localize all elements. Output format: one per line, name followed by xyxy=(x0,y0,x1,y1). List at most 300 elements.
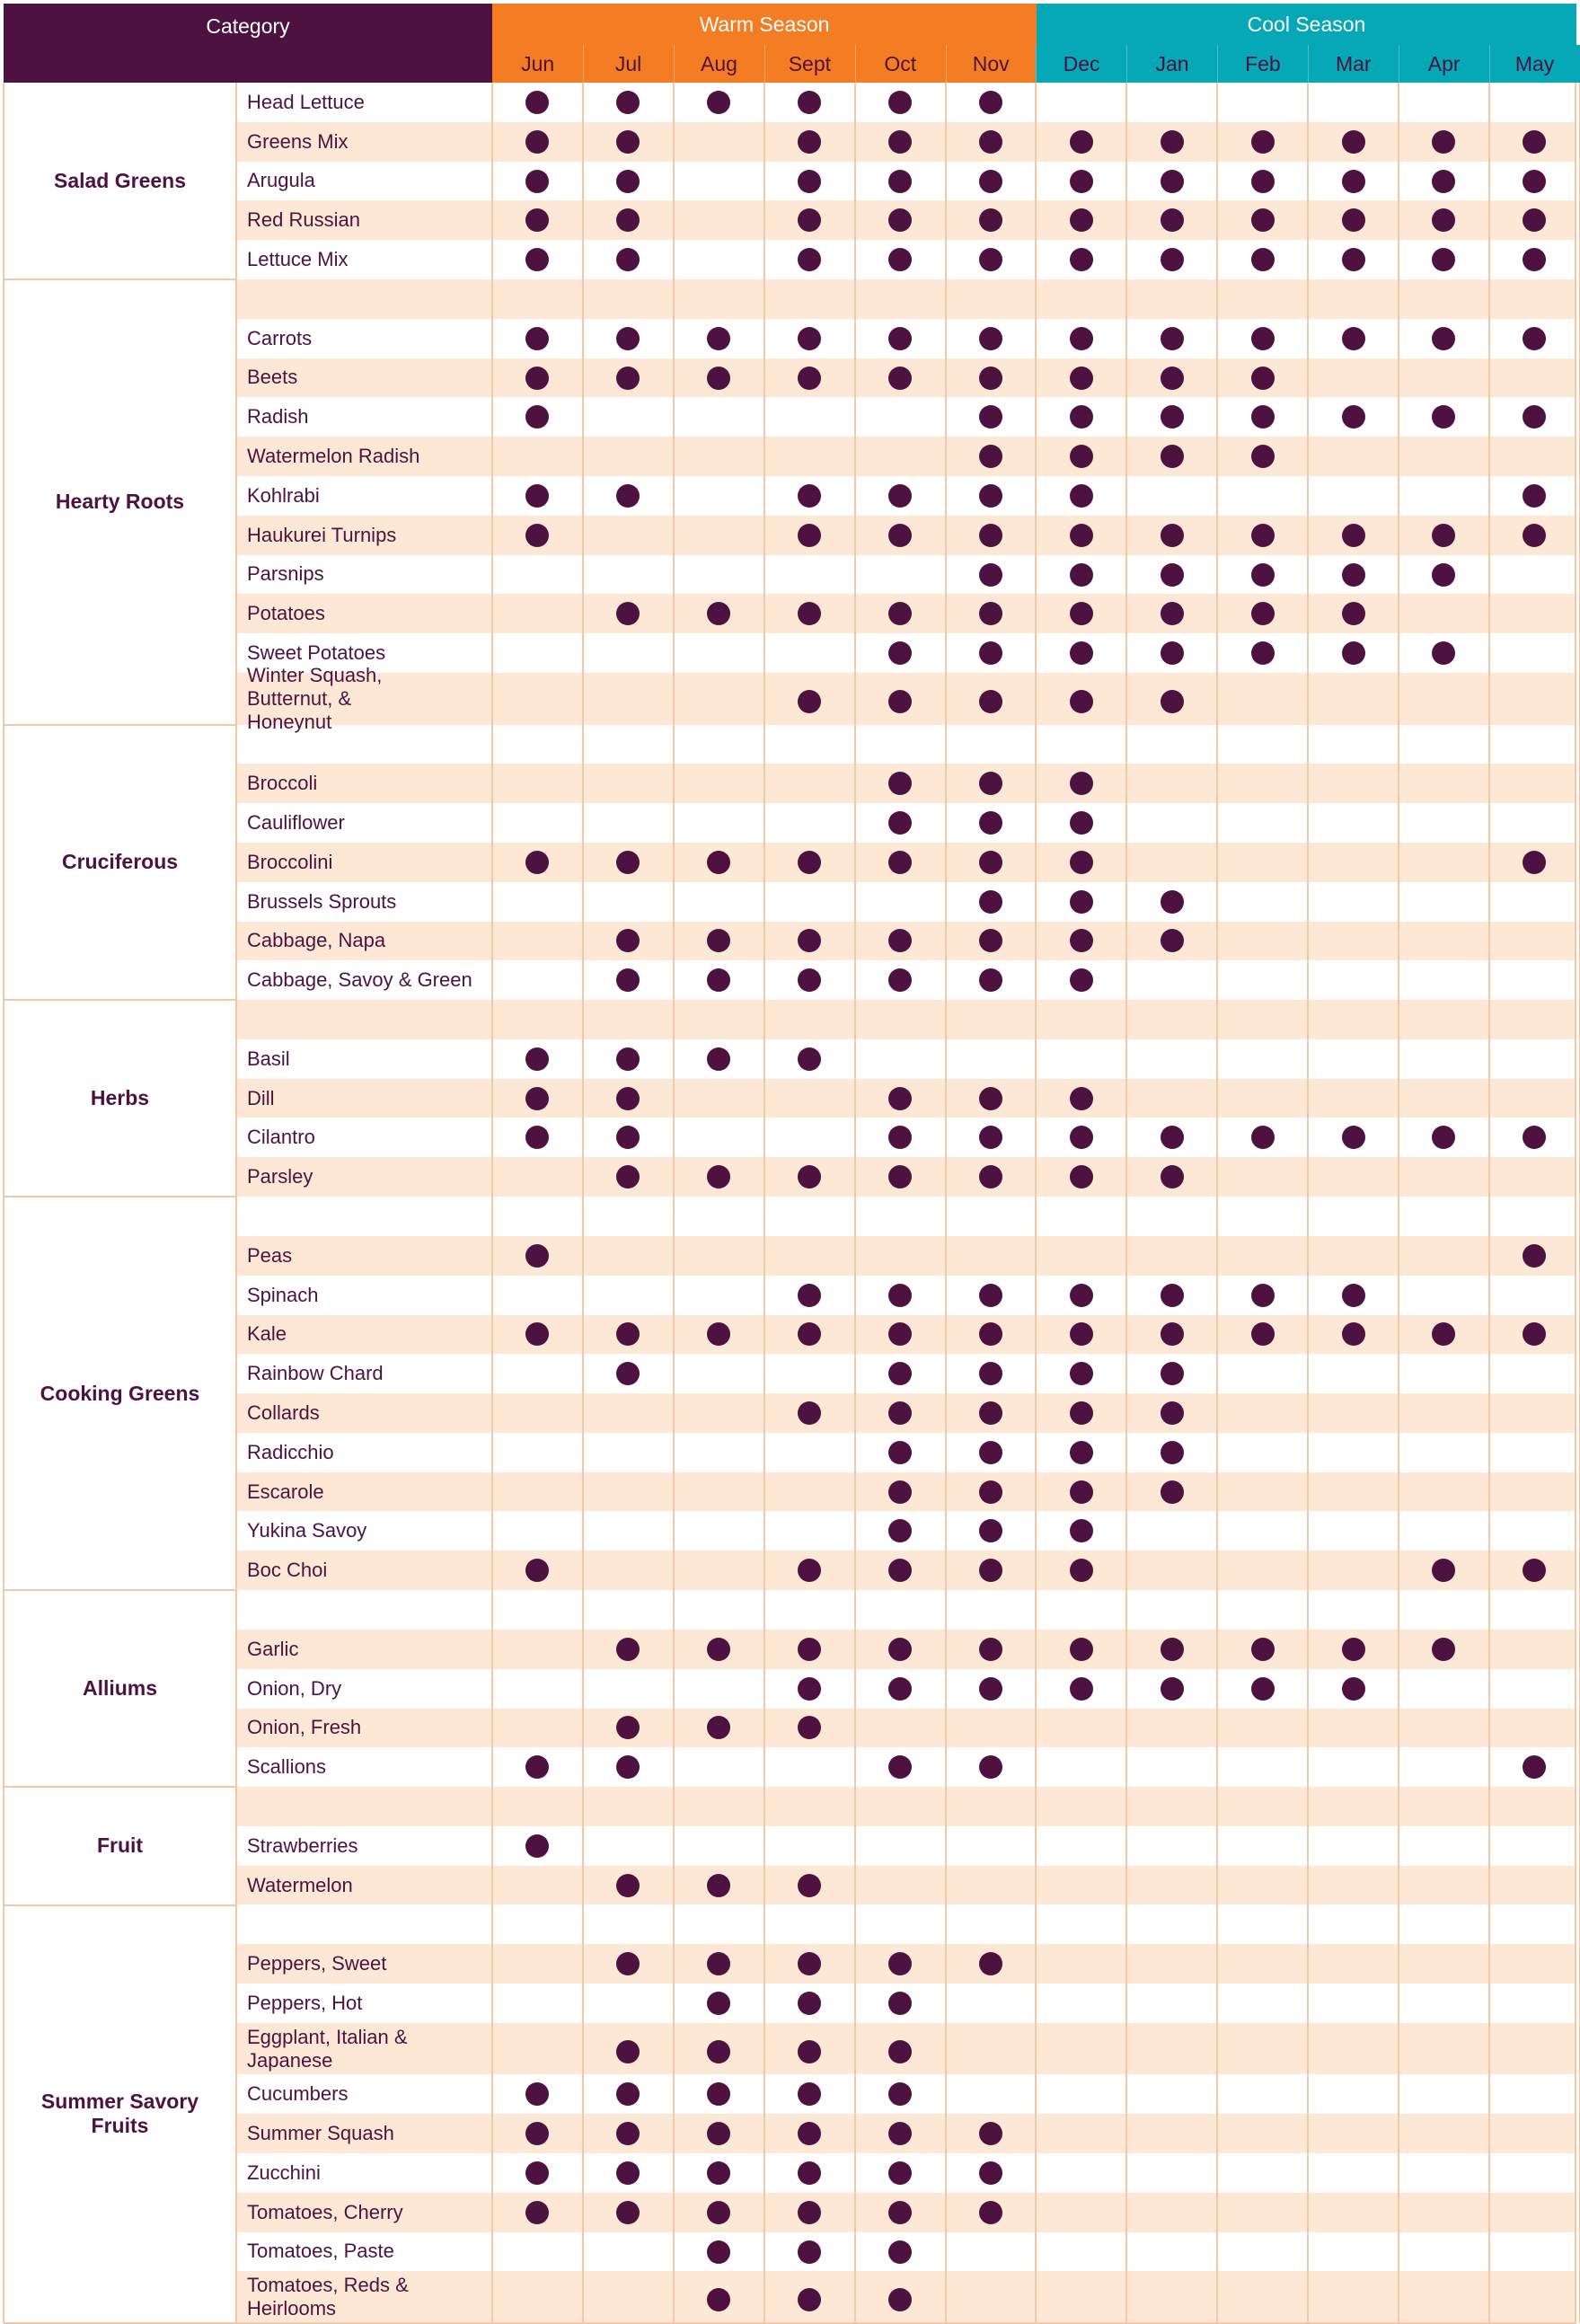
harvest-dot-feb xyxy=(1251,1284,1275,1307)
harvest-dot-may xyxy=(1523,327,1546,350)
item-name: Parsnips xyxy=(247,562,324,586)
harvest-dot-may xyxy=(1523,524,1546,547)
harvest-dot-mar xyxy=(1342,524,1365,547)
harvest-dot-jun xyxy=(525,130,549,154)
harvest-dot-mar xyxy=(1342,1677,1365,1701)
spacer-row xyxy=(236,725,1576,764)
harvest-dot-jan xyxy=(1161,130,1184,154)
harvest-dot-dec xyxy=(1070,563,1093,587)
harvest-dot-jul xyxy=(616,130,640,154)
month-label: Feb xyxy=(1245,51,1281,75)
harvest-dot-sept xyxy=(798,1047,821,1071)
grid-vertical-line xyxy=(491,83,493,2323)
cool-season-header xyxy=(1037,4,1576,45)
harvest-dot-oct xyxy=(888,2161,912,2185)
harvest-dot-aug xyxy=(707,327,730,350)
grid-vertical-line xyxy=(1488,83,1490,2323)
harvest-dot-jun xyxy=(525,524,549,547)
harvest-dot-jan xyxy=(1161,1126,1184,1149)
harvest-dot-jun xyxy=(525,1087,549,1110)
harvest-dot-dec xyxy=(1070,772,1093,795)
harvest-dot-nov xyxy=(979,1755,1002,1779)
harvest-dot-nov xyxy=(979,170,1002,193)
month-header-aug xyxy=(674,45,764,83)
item-name: Dill xyxy=(247,1086,275,1109)
harvest-dot-feb xyxy=(1251,1677,1275,1701)
item-name: Onion, Dry xyxy=(247,1676,342,1700)
item-name: Tomatoes, Cherry xyxy=(247,2200,403,2223)
harvest-dot-oct xyxy=(888,1284,912,1307)
harvest-dot-mar xyxy=(1342,563,1365,587)
grid-right-border xyxy=(1575,83,1576,2323)
harvest-dot-nov xyxy=(979,1165,1002,1189)
harvest-dot-nov xyxy=(979,1362,1002,1385)
harvest-dot-oct xyxy=(888,91,912,114)
harvest-dot-jan xyxy=(1161,524,1184,547)
harvest-dot-oct xyxy=(888,1992,912,2015)
harvest-dot-jan xyxy=(1161,563,1184,587)
harvest-dot-mar xyxy=(1342,405,1365,429)
month-header-divider xyxy=(764,45,765,83)
item-name: Peas xyxy=(247,1243,293,1267)
harvest-dot-mar xyxy=(1342,1322,1365,1346)
item-name: Radish xyxy=(247,405,309,429)
harvest-dot-nov xyxy=(979,2122,1002,2145)
category-header xyxy=(4,4,492,83)
harvest-dot-feb xyxy=(1251,248,1275,271)
grid-vertical-line xyxy=(1216,83,1218,2323)
spacer-row xyxy=(236,1787,1576,1826)
harvest-dot-oct xyxy=(888,2288,912,2311)
harvest-dot-jul xyxy=(616,2040,640,2063)
spacer-row xyxy=(236,279,1576,319)
harvest-dot-aug xyxy=(707,851,730,874)
harvest-dot-feb xyxy=(1251,405,1275,429)
month-header-may xyxy=(1489,45,1580,83)
item-name: Yukina Savoy xyxy=(247,1519,367,1542)
harvest-dot-oct xyxy=(888,524,912,547)
month-label: Jul xyxy=(614,51,642,75)
harvest-dot-jun xyxy=(525,2201,549,2224)
month-label: Oct xyxy=(884,51,917,75)
harvest-dot-dec xyxy=(1070,641,1093,665)
month-label: May xyxy=(1514,51,1555,75)
item-name: Arugula xyxy=(247,169,315,192)
harvest-dot-dec xyxy=(1070,1441,1093,1464)
item-name: Zucchini xyxy=(247,2161,321,2184)
item-name: Radicchio xyxy=(247,1440,334,1463)
harvest-dot-feb xyxy=(1251,524,1275,547)
month-header-jun xyxy=(492,45,583,83)
month-header-divider xyxy=(1126,45,1127,83)
grid-vertical-line xyxy=(1035,83,1037,2323)
harvest-dot-jan xyxy=(1161,929,1184,952)
harvest-dot-nov xyxy=(979,524,1002,547)
harvest-dot-feb xyxy=(1251,602,1275,625)
harvest-dot-dec xyxy=(1070,367,1093,390)
harvest-dot-sept xyxy=(798,1677,821,1701)
harvest-dot-jan xyxy=(1161,1480,1184,1504)
item-name: Brussels Sprouts xyxy=(247,889,397,913)
month-header-apr xyxy=(1399,45,1489,83)
grid-vertical-line xyxy=(582,83,584,2323)
warm-season-header xyxy=(492,4,1037,45)
harvest-dot-jan xyxy=(1161,327,1184,350)
harvest-dot-jul xyxy=(616,367,640,390)
month-header-dec xyxy=(1036,45,1126,83)
harvest-dot-dec xyxy=(1070,130,1093,154)
harvest-dot-nov xyxy=(979,1952,1002,1975)
harvest-dot-oct xyxy=(888,1087,912,1110)
harvest-dot-jul xyxy=(616,851,640,874)
harvest-dot-sept xyxy=(798,2040,821,2063)
harvest-dot-feb xyxy=(1251,445,1275,468)
item-name: Broccoli xyxy=(247,772,318,795)
harvest-dot-nov xyxy=(979,327,1002,350)
category-alliums: Alliums xyxy=(82,1676,158,1701)
harvest-dot-sept xyxy=(798,367,821,390)
harvest-dot-nov xyxy=(979,248,1002,271)
harvest-dot-apr xyxy=(1432,327,1455,350)
harvest-dot-jan xyxy=(1161,1322,1184,1346)
harvest-dot-oct xyxy=(888,641,912,665)
harvest-dot-dec xyxy=(1070,1677,1093,1701)
harvest-dot-dec xyxy=(1070,851,1093,874)
harvest-dot-oct xyxy=(888,367,912,390)
harvest-dot-sept xyxy=(798,1874,821,1897)
harvest-dot-sept xyxy=(798,130,821,154)
harvest-dot-nov xyxy=(979,91,1002,114)
month-header-divider xyxy=(583,45,584,83)
harvest-dot-sept xyxy=(798,2240,821,2264)
category-header-label: Category xyxy=(206,14,290,38)
harvest-dot-nov xyxy=(979,968,1002,992)
harvest-dot-sept xyxy=(798,484,821,508)
harvest-dot-aug xyxy=(707,2240,730,2264)
month-label: Aug xyxy=(701,51,737,75)
category-cooking-greens: Cooking Greens xyxy=(40,1381,200,1405)
month-header-jul xyxy=(583,45,674,83)
harvest-dot-feb xyxy=(1251,563,1275,587)
item-name: Peppers, Hot xyxy=(247,1991,363,2014)
item-name: Red Russian xyxy=(247,208,360,232)
category-salad-greens: Salad Greens xyxy=(53,169,187,192)
item-name: Eggplant, Italian & Japanese xyxy=(247,2025,408,2072)
harvest-dot-feb xyxy=(1251,367,1275,390)
month-label: Sept xyxy=(788,51,832,75)
harvest-dot-may xyxy=(1523,1244,1546,1268)
harvest-dot-sept xyxy=(798,1992,821,2015)
harvest-dot-nov xyxy=(979,772,1002,795)
harvest-dot-nov xyxy=(979,641,1002,665)
cool-season-label: Cool Season xyxy=(1247,12,1366,36)
item-name: Scallions xyxy=(247,1755,327,1779)
harvest-dot-jan xyxy=(1161,1165,1184,1189)
spacer-row xyxy=(236,1000,1576,1039)
harvest-dot-aug xyxy=(707,1047,730,1071)
item-name: Kale xyxy=(247,1322,287,1346)
harvest-dot-mar xyxy=(1342,1126,1365,1149)
harvest-dot-nov xyxy=(979,890,1002,914)
item-name: Beets xyxy=(247,366,298,389)
harvest-dot-may xyxy=(1523,851,1546,874)
harvest-dot-jan xyxy=(1161,170,1184,193)
harvest-dot-apr xyxy=(1432,170,1455,193)
harvest-dot-feb xyxy=(1251,1638,1275,1661)
harvest-dot-nov xyxy=(979,2161,1002,2185)
harvest-dot-oct xyxy=(888,2040,912,2063)
harvest-dot-feb xyxy=(1251,641,1275,665)
item-name: Cabbage, Napa xyxy=(247,929,386,952)
grid-vertical-line xyxy=(1398,83,1399,2323)
harvest-dot-dec xyxy=(1070,690,1093,713)
harvest-dot-nov xyxy=(979,1284,1002,1307)
harvest-dot-sept xyxy=(798,690,821,713)
harvest-dot-dec xyxy=(1070,1638,1093,1661)
harvest-dot-nov xyxy=(979,811,1002,835)
harvest-dot-dec xyxy=(1070,327,1093,350)
harvest-dot-dec xyxy=(1070,1284,1093,1307)
item-name: Parsley xyxy=(247,1165,313,1189)
harvest-dot-jun xyxy=(525,367,549,390)
harvest-dot-nov xyxy=(979,851,1002,874)
item-name: Lettuce Mix xyxy=(247,248,349,271)
harvest-dot-sept xyxy=(798,1638,821,1661)
month-header-divider xyxy=(946,45,947,83)
harvest-dot-jan xyxy=(1161,890,1184,914)
item-name: Sweet Potatoes xyxy=(247,641,386,665)
harvest-dot-dec xyxy=(1070,524,1093,547)
harvest-dot-feb xyxy=(1251,327,1275,350)
harvest-dot-sept xyxy=(798,2201,821,2224)
harvest-dot-aug xyxy=(707,2201,730,2224)
grid-vertical-line xyxy=(3,83,4,2323)
harvest-dot-jan xyxy=(1161,248,1184,271)
harvest-dot-nov xyxy=(979,1087,1002,1110)
month-header-oct xyxy=(855,45,946,83)
harvest-dot-nov xyxy=(979,563,1002,587)
month-label: Apr xyxy=(1427,51,1461,75)
month-header-mar xyxy=(1308,45,1399,83)
month-label: Jan xyxy=(1155,51,1189,75)
harvest-dot-oct xyxy=(888,690,912,713)
harvest-dot-nov xyxy=(979,484,1002,508)
harvest-dot-oct xyxy=(888,327,912,350)
harvest-dot-nov xyxy=(979,690,1002,713)
item-name: Peppers, Sweet xyxy=(247,1952,387,1975)
harvest-dot-nov xyxy=(979,1401,1002,1425)
item-name: Kohlrabi xyxy=(247,483,320,507)
harvest-dot-jul xyxy=(616,1874,640,1897)
harvest-dot-jan xyxy=(1161,690,1184,713)
harvest-dot-nov xyxy=(979,1480,1002,1504)
harvest-dot-mar xyxy=(1342,641,1365,665)
harvest-dot-dec xyxy=(1070,602,1093,625)
month-label: Nov xyxy=(972,51,1010,75)
item-name: Cabbage, Savoy & Green xyxy=(247,968,472,992)
harvest-dot-jan xyxy=(1161,1401,1184,1425)
harvest-dot-apr xyxy=(1432,524,1455,547)
harvest-dot-jan xyxy=(1161,367,1184,390)
harvest-dot-jun xyxy=(525,170,549,193)
harvest-dot-sept xyxy=(798,524,821,547)
harvest-dot-nov xyxy=(979,367,1002,390)
item-name: Greens Mix xyxy=(247,129,349,153)
item-name: Watermelon xyxy=(247,1873,353,1896)
harvest-dot-nov xyxy=(979,1677,1002,1701)
month-label: Dec xyxy=(1063,51,1100,75)
item-name: Boc Choi xyxy=(247,1559,328,1582)
month-header-divider xyxy=(1217,45,1218,83)
harvest-dot-jan xyxy=(1161,1284,1184,1307)
month-label: Mar xyxy=(1335,51,1372,75)
harvest-dot-nov xyxy=(979,2201,1002,2224)
harvest-dot-mar xyxy=(1342,602,1365,625)
harvest-dot-oct xyxy=(888,811,912,835)
harvest-dot-dec xyxy=(1070,1165,1093,1189)
harvest-dot-nov xyxy=(979,1638,1002,1661)
category-cruciferous: Cruciferous xyxy=(61,850,179,874)
harvest-dot-sept xyxy=(798,1401,821,1425)
harvest-dot-dec xyxy=(1070,890,1093,914)
harvest-dot-aug xyxy=(707,91,730,114)
harvest-dot-dec xyxy=(1070,170,1093,193)
harvest-dot-oct xyxy=(888,1677,912,1701)
item-name: Garlic xyxy=(247,1637,299,1660)
harvest-dot-oct xyxy=(888,484,912,508)
harvest-dot-jan xyxy=(1161,445,1184,468)
harvest-dot-dec xyxy=(1070,445,1093,468)
harvest-dot-aug xyxy=(707,367,730,390)
item-name: Head Lettuce xyxy=(247,90,365,113)
harvest-dot-oct xyxy=(888,1480,912,1504)
harvest-dot-nov xyxy=(979,1559,1002,1582)
harvest-dot-dec xyxy=(1070,405,1093,429)
harvest-dot-aug xyxy=(707,2040,730,2063)
harvest-dot-mar xyxy=(1342,248,1365,271)
harvest-dot-jan xyxy=(1161,1638,1184,1661)
grid-vertical-line xyxy=(854,83,856,2323)
warm-season-label: Warm Season xyxy=(699,12,830,36)
harvest-dot-dec xyxy=(1070,1087,1093,1110)
harvest-dot-oct xyxy=(888,130,912,154)
item-name: Broccolini xyxy=(247,850,333,873)
harvest-dot-jan xyxy=(1161,1362,1184,1385)
harvest-dot-jan xyxy=(1161,1677,1184,1701)
item-name: Spinach xyxy=(247,1283,319,1306)
harvest-dot-jan xyxy=(1161,602,1184,625)
category-hearty-roots: Hearty Roots xyxy=(55,490,185,514)
spacer-row xyxy=(236,1197,1576,1236)
month-header-divider xyxy=(1308,45,1309,83)
harvest-dot-nov xyxy=(979,130,1002,154)
category-herbs: Herbs xyxy=(90,1086,150,1110)
harvest-dot-sept xyxy=(798,170,821,193)
item-name: Cilantro xyxy=(247,1126,315,1149)
harvest-dot-dec xyxy=(1070,484,1093,508)
harvest-dot-mar xyxy=(1342,1284,1365,1307)
month-header-divider xyxy=(855,45,856,83)
harvest-dot-dec xyxy=(1070,811,1093,835)
harvest-dot-apr xyxy=(1432,130,1455,154)
harvest-dot-oct xyxy=(888,2201,912,2224)
item-name: Tomatoes, Paste xyxy=(247,2240,394,2263)
harvest-dot-mar xyxy=(1342,130,1365,154)
grid-vertical-line xyxy=(945,83,947,2323)
month-label: Jun xyxy=(521,51,555,75)
grid-vertical-line xyxy=(1307,83,1309,2323)
harvest-dot-oct xyxy=(888,2240,912,2264)
harvest-dot-aug xyxy=(707,1874,730,1897)
harvest-dot-sept xyxy=(798,1284,821,1307)
month-header-feb xyxy=(1217,45,1308,83)
harvest-dot-jun xyxy=(525,327,549,350)
item-name: Tomatoes, Reds & Heirlooms xyxy=(247,2274,409,2320)
grid-vertical-line xyxy=(764,83,765,2323)
item-name: Summer Squash xyxy=(247,2122,394,2145)
harvest-dot-mar xyxy=(1342,208,1365,232)
harvest-dot-feb xyxy=(1251,1126,1275,1149)
harvest-dot-jan xyxy=(1161,1441,1184,1464)
item-name: Carrots xyxy=(247,326,313,349)
item-name: Rainbow Chard xyxy=(247,1362,384,1385)
harvest-dot-oct xyxy=(888,170,912,193)
grid-vertical-line xyxy=(235,83,237,2323)
category-summer-savory-fruits: Summer Savory Fruits xyxy=(40,2090,199,2138)
month-header-divider xyxy=(1036,45,1037,83)
harvest-dot-jul xyxy=(616,327,640,350)
item-name: Winter Squash, Butternut, & Honeynut xyxy=(247,663,383,733)
grid-vertical-line xyxy=(673,83,675,2323)
harvest-dot-sept xyxy=(798,91,821,114)
harvest-dot-may xyxy=(1523,130,1546,154)
harvest-dot-dec xyxy=(1070,208,1093,232)
harvest-dot-dec xyxy=(1070,1480,1093,1504)
harvest-dot-dec xyxy=(1070,968,1093,992)
harvest-dot-oct xyxy=(888,1401,912,1425)
harvest-dot-aug xyxy=(707,2161,730,2185)
item-name: Basil xyxy=(247,1047,290,1070)
harvest-dot-jul xyxy=(616,1087,640,1110)
item-name: Cucumbers xyxy=(247,2082,349,2106)
harvest-dot-may xyxy=(1523,170,1546,193)
harvest-dot-sept xyxy=(798,327,821,350)
harvest-dot-oct xyxy=(888,1441,912,1464)
harvest-dot-dec xyxy=(1070,1401,1093,1425)
harvest-dot-aug xyxy=(707,1638,730,1661)
month-header-jan xyxy=(1126,45,1217,83)
item-name: Watermelon Radish xyxy=(247,445,420,468)
harvest-dot-jul xyxy=(616,170,640,193)
harvest-dot-mar xyxy=(1342,170,1365,193)
item-name: Onion, Fresh xyxy=(247,1716,362,1739)
spacer-row xyxy=(236,1590,1576,1630)
harvest-dot-mar xyxy=(1342,327,1365,350)
item-name: Potatoes xyxy=(247,602,325,625)
harvest-dot-feb xyxy=(1251,208,1275,232)
grid-vertical-line xyxy=(1125,83,1127,2323)
item-name: Escarole xyxy=(247,1480,324,1503)
harvest-dot-oct xyxy=(888,851,912,874)
harvest-dot-jul xyxy=(616,1047,640,1071)
month-header-sept xyxy=(764,45,855,83)
harvest-dot-feb xyxy=(1251,170,1275,193)
harvest-dot-jul xyxy=(616,2201,640,2224)
item-name: Cauliflower xyxy=(247,810,345,834)
harvest-dot-apr xyxy=(1432,563,1455,587)
harvest-dot-feb xyxy=(1251,1322,1275,1346)
harvest-dot-sept xyxy=(798,851,821,874)
